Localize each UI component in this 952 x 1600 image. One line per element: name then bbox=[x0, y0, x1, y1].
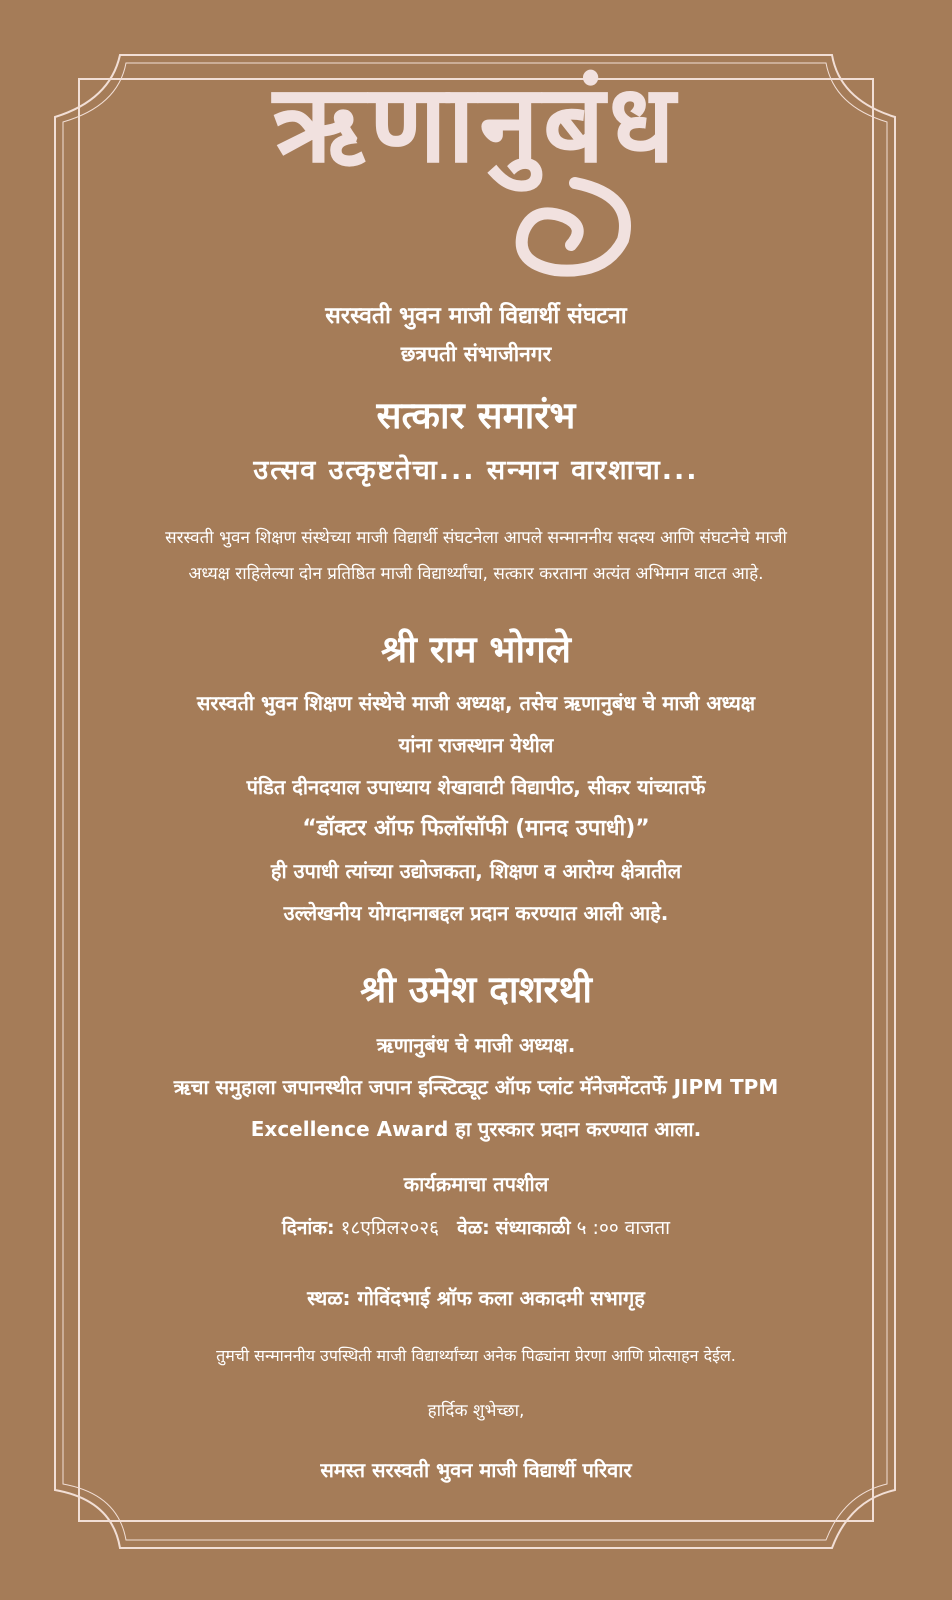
closing-note: तुमची सन्माननीय उपस्थिती माजी विद्यार्थ्यांच्या अनेक पिढ्यांना प्रेरणा आणि प्रोत्साहन देईल. bbox=[216, 1346, 736, 1365]
honoree-line: ऋणानुबंध चे माजी अध्यक्ष. bbox=[376, 1033, 576, 1057]
event-title: सत्कार समारंभ bbox=[376, 394, 576, 437]
honoree-line: उल्लेखनीय योगदानाबद्दल प्रदान करण्यात आली आहे. bbox=[283, 901, 669, 925]
invitation-content bbox=[90, 0, 862, 1600]
organization-name: सरस्वती भुवन माजी विद्यार्थी संघटना bbox=[325, 303, 627, 329]
intro-line: अध्यक्ष राहिलेल्या दोन प्रतिष्ठित माजी विद्यार्थ्यांचा, सत्कार करताना अत्यंत अभिमान वाटत आहे. bbox=[188, 564, 764, 584]
intro-line: सरस्वती भुवन शिक्षण संस्थेच्या माजी विद्यार्थी संघटनेला आपले सन्माननीय सदस्य आणि संघटनेचे माजी bbox=[165, 528, 787, 548]
signature: समस्त सरस्वती भुवन माजी विद्यार्थी परिवार bbox=[320, 1458, 632, 1482]
time-value: संध्याकाळी bbox=[495, 1217, 571, 1239]
event-datetime bbox=[90, 1214, 862, 1240]
details-title: कार्यक्रमाचा तपशील bbox=[403, 1172, 549, 1196]
honoree-line: सरस्वती भुवन शिक्षण संस्थेचे माजी अध्यक्ष, तसेच ऋणानुबंध चे माजी अध्यक्ष bbox=[196, 691, 756, 715]
time-label: वेळ: bbox=[457, 1217, 490, 1239]
logo-swirl-icon bbox=[505, 175, 645, 285]
logo-lettering: ऋणानुबंध bbox=[272, 61, 680, 187]
honoree-name: श्री राम भोगले bbox=[381, 628, 571, 671]
honoree-line: पंडित दीनदयाल उपाध्याय शेखावाटी विद्यापीठ, सीकर यांच्यातर्फे bbox=[246, 775, 706, 799]
honoree-line: यांना राजस्थान येथील bbox=[398, 733, 554, 757]
brand-logo bbox=[90, 61, 862, 187]
honoree-description bbox=[90, 1024, 862, 1150]
regards: हार्दिक शुभेच्छा, bbox=[427, 1401, 525, 1421]
time-number: ५ :०० वाजता bbox=[576, 1217, 671, 1239]
honoree-line: Excellence Award हा पुरस्कार प्रदान करण्यात आला. bbox=[250, 1117, 702, 1141]
honoree-line: ऋचा समुहाला जपानस्थीत जपान इन्स्टिट्यूट ऑफ प्लांट मॅनेजमेंटतर्फे JIPM TPM bbox=[173, 1075, 779, 1099]
event-venue: स्थळ: गोविंदभाई श्रॉफ कला अकादमी सभागृह bbox=[307, 1286, 645, 1310]
intro-paragraph bbox=[90, 520, 862, 592]
event-tagline: उत्सव उत्कृष्टतेचा... सन्मान वारशाचा... bbox=[253, 455, 699, 486]
honoree-name: श्री उमेश दाशरथी bbox=[360, 968, 592, 1011]
honoree-line: ही उपाधी त्यांच्या उद्योजकता, शिक्षण व आरोग्य क्षेत्रातील bbox=[270, 859, 682, 883]
date-label: दिनांक: bbox=[281, 1217, 335, 1239]
organization-city: छत्रपती संभाजीनगर bbox=[400, 342, 552, 366]
honoree-degree: “डॉक्टर ऑफ फिलॉसॉफी (मानद उपाधी)” bbox=[302, 816, 650, 841]
date-value: १८एप्रिल२०२६ bbox=[340, 1217, 439, 1239]
honoree-description bbox=[90, 682, 862, 934]
